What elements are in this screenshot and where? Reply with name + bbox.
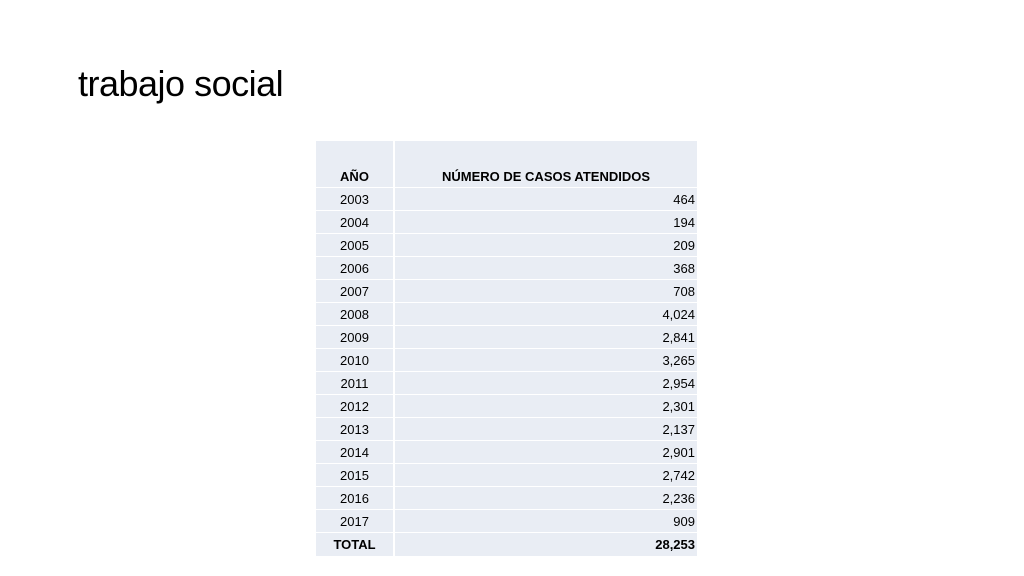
count-cell: 2,137 — [395, 417, 697, 440]
table-row — [316, 486, 697, 509]
table-row — [316, 463, 697, 486]
year-cell: 2007 — [316, 279, 395, 302]
count-cell: 3,265 — [395, 348, 697, 371]
table-row — [316, 325, 697, 348]
total-value: 28,253 — [395, 532, 697, 556]
table-row — [316, 210, 697, 233]
count-cell: 2,841 — [395, 325, 697, 348]
count-cell: 909 — [395, 509, 697, 532]
count-cell: 4,024 — [395, 302, 697, 325]
table-header-row — [316, 141, 697, 187]
count-cell: 464 — [395, 187, 697, 210]
year-cell: 2010 — [316, 348, 395, 371]
year-cell: 2003 — [316, 187, 395, 210]
table-row — [316, 302, 697, 325]
year-cell: 2004 — [316, 210, 395, 233]
count-cell: 2,901 — [395, 440, 697, 463]
year-cell: 2011 — [316, 371, 395, 394]
table-row — [316, 233, 697, 256]
year-cell: 2017 — [316, 509, 395, 532]
year-cell: 2015 — [316, 463, 395, 486]
table-row — [316, 279, 697, 302]
total-label: TOTAL — [316, 532, 395, 556]
count-cell: 2,954 — [395, 371, 697, 394]
table-row — [316, 394, 697, 417]
year-cell: 2006 — [316, 256, 395, 279]
year-cell: 2016 — [316, 486, 395, 509]
year-cell: 2012 — [316, 394, 395, 417]
count-cell: 194 — [395, 210, 697, 233]
year-cell: 2009 — [316, 325, 395, 348]
table-row — [316, 417, 697, 440]
table-row — [316, 256, 697, 279]
count-cell: 708 — [395, 279, 697, 302]
year-column-header: AÑO — [316, 141, 395, 187]
total-row — [316, 532, 697, 556]
year-cell: 2005 — [316, 233, 395, 256]
count-cell: 368 — [395, 256, 697, 279]
year-cell: 2008 — [316, 302, 395, 325]
slide-title: trabajo social — [78, 63, 284, 104]
year-cell: 2014 — [316, 440, 395, 463]
count-cell: 2,301 — [395, 394, 697, 417]
count-cell: 2,236 — [395, 486, 697, 509]
table-row — [316, 440, 697, 463]
table-row — [316, 371, 697, 394]
table-row — [316, 509, 697, 532]
table-row — [316, 187, 697, 210]
count-cell: 2,742 — [395, 463, 697, 486]
count-cell: 209 — [395, 233, 697, 256]
table-row — [316, 348, 697, 371]
cases-table — [316, 141, 697, 556]
year-cell: 2013 — [316, 417, 395, 440]
count-column-header: NÚMERO DE CASOS ATENDIDOS — [395, 141, 697, 187]
